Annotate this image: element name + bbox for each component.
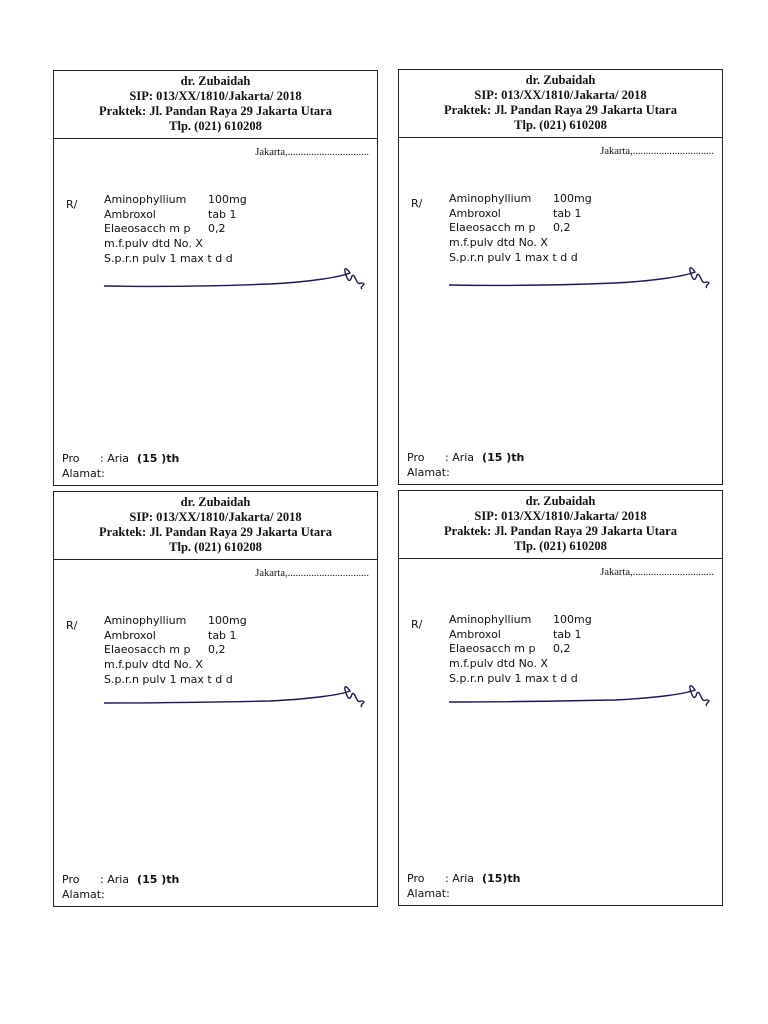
ingredient-name: Ambroxol xyxy=(449,207,501,220)
instruction-line: S.p.r.n pulv 1 max t d d xyxy=(449,251,578,264)
prescription-header xyxy=(399,491,722,559)
instruction-line: m.f.pulv dtd No. X xyxy=(104,237,203,250)
date-line: Jakarta,............................... xyxy=(600,146,714,157)
prescription-card-3 xyxy=(53,491,378,907)
pro-label: Pro xyxy=(62,873,80,886)
ingredient-name: Aminophyllium xyxy=(449,192,532,205)
patient-name: : Aria xyxy=(100,452,130,465)
ingredient-name: Elaeosacch m p xyxy=(104,643,191,656)
prescription-card-4 xyxy=(398,490,723,906)
ingredient-name: Elaeosacch m p xyxy=(104,222,191,235)
practice-address: Praktek: Jl. Pandan Raya 29 Jakarta Utara xyxy=(444,103,677,117)
ingredient-name: Aminophyllium xyxy=(104,193,187,206)
ingredient-dose: tab 1 xyxy=(208,629,237,642)
ingredient-dose: tab 1 xyxy=(553,207,582,220)
ingredient-name: Ambroxol xyxy=(449,628,501,641)
ingredient-dose: tab 1 xyxy=(553,628,582,641)
alamat-label: Alamat: xyxy=(407,466,450,479)
phone-number: Tlp. (021) 610208 xyxy=(169,119,262,133)
patient-line xyxy=(407,872,521,885)
date-line: Jakarta,............................... xyxy=(600,567,714,578)
ingredient-dose: 100mg xyxy=(208,193,247,206)
prescription-header xyxy=(54,71,377,139)
ingredient-dose: 100mg xyxy=(553,613,592,626)
instruction-line: m.f.pulv dtd No. X xyxy=(449,236,548,249)
patient-age: (15 )th xyxy=(482,451,525,464)
doctor-name: dr. Zubaidah xyxy=(525,494,596,508)
pro-label: Pro xyxy=(407,872,425,885)
alamat-label: Alamat: xyxy=(407,887,450,900)
ingredient-dose: 0,2 xyxy=(553,221,571,234)
instruction-line: S.p.r.n pulv 1 max t d d xyxy=(104,673,233,686)
instruction-line: m.f.pulv dtd No. X xyxy=(449,657,548,670)
patient-name: : Aria xyxy=(100,873,130,886)
patient-line xyxy=(407,451,524,464)
sip-number: SIP: 013/XX/1810/Jakarta/ 2018 xyxy=(474,509,647,523)
alamat-label: Alamat: xyxy=(62,888,105,901)
sip-number: SIP: 013/XX/1810/Jakarta/ 2018 xyxy=(129,510,302,524)
patient-age: (15 )th xyxy=(137,452,180,465)
signature-scribble xyxy=(445,681,715,711)
phone-number: Tlp. (021) 610208 xyxy=(169,540,262,554)
rx-symbol: R/ xyxy=(66,619,78,632)
ingredient-dose: 0,2 xyxy=(208,643,226,656)
patient-name: : Aria xyxy=(445,872,475,885)
instruction-line: m.f.pulv dtd No. X xyxy=(104,658,203,671)
instruction-line: S.p.r.n pulv 1 max t d d xyxy=(449,672,578,685)
patient-line xyxy=(62,873,179,886)
ingredient-dose: 100mg xyxy=(553,192,592,205)
practice-address: Praktek: Jl. Pandan Raya 29 Jakarta Utara xyxy=(99,525,332,539)
alamat-label: Alamat: xyxy=(62,467,105,480)
pro-label: Pro xyxy=(407,451,425,464)
ingredient-name: Aminophyllium xyxy=(449,613,532,626)
rx-symbol: R/ xyxy=(411,618,423,631)
practice-address: Praktek: Jl. Pandan Raya 29 Jakarta Utara xyxy=(444,524,677,538)
pro-label: Pro xyxy=(62,452,80,465)
date-line: Jakarta,............................... xyxy=(255,568,369,579)
sip-number: SIP: 013/XX/1810/Jakarta/ 2018 xyxy=(129,89,302,103)
practice-address: Praktek: Jl. Pandan Raya 29 Jakarta Utara xyxy=(99,104,332,118)
ingredient-dose: 100mg xyxy=(208,614,247,627)
doctor-name: dr. Zubaidah xyxy=(180,74,251,88)
prescription-card-2 xyxy=(398,69,723,485)
instruction-line: S.p.r.n pulv 1 max t d d xyxy=(104,252,233,265)
doctor-name: dr. Zubaidah xyxy=(525,73,596,87)
patient-age: (15)th xyxy=(482,872,521,885)
ingredient-name: Ambroxol xyxy=(104,208,156,221)
ingredient-name: Elaeosacch m p xyxy=(449,221,536,234)
signature-scribble xyxy=(100,263,370,293)
phone-number: Tlp. (021) 610208 xyxy=(514,539,607,553)
doctor-name: dr. Zubaidah xyxy=(180,495,251,509)
ingredient-dose: 0,2 xyxy=(553,642,571,655)
sip-number: SIP: 013/XX/1810/Jakarta/ 2018 xyxy=(474,88,647,102)
signature-scribble xyxy=(100,682,370,712)
patient-age: (15 )th xyxy=(137,873,180,886)
prescription-header xyxy=(54,492,377,560)
prescription-card-1 xyxy=(53,70,378,486)
ingredient-dose: tab 1 xyxy=(208,208,237,221)
rx-symbol: R/ xyxy=(66,198,78,211)
phone-number: Tlp. (021) 610208 xyxy=(514,118,607,132)
ingredient-name: Aminophyllium xyxy=(104,614,187,627)
ingredient-name: Ambroxol xyxy=(104,629,156,642)
prescription-header xyxy=(399,70,722,138)
patient-name: : Aria xyxy=(445,451,475,464)
ingredient-dose: 0,2 xyxy=(208,222,226,235)
rx-symbol: R/ xyxy=(411,197,423,210)
date-line: Jakarta,............................... xyxy=(255,147,369,158)
signature-scribble xyxy=(445,262,715,292)
patient-line xyxy=(62,452,179,465)
ingredient-name: Elaeosacch m p xyxy=(449,642,536,655)
